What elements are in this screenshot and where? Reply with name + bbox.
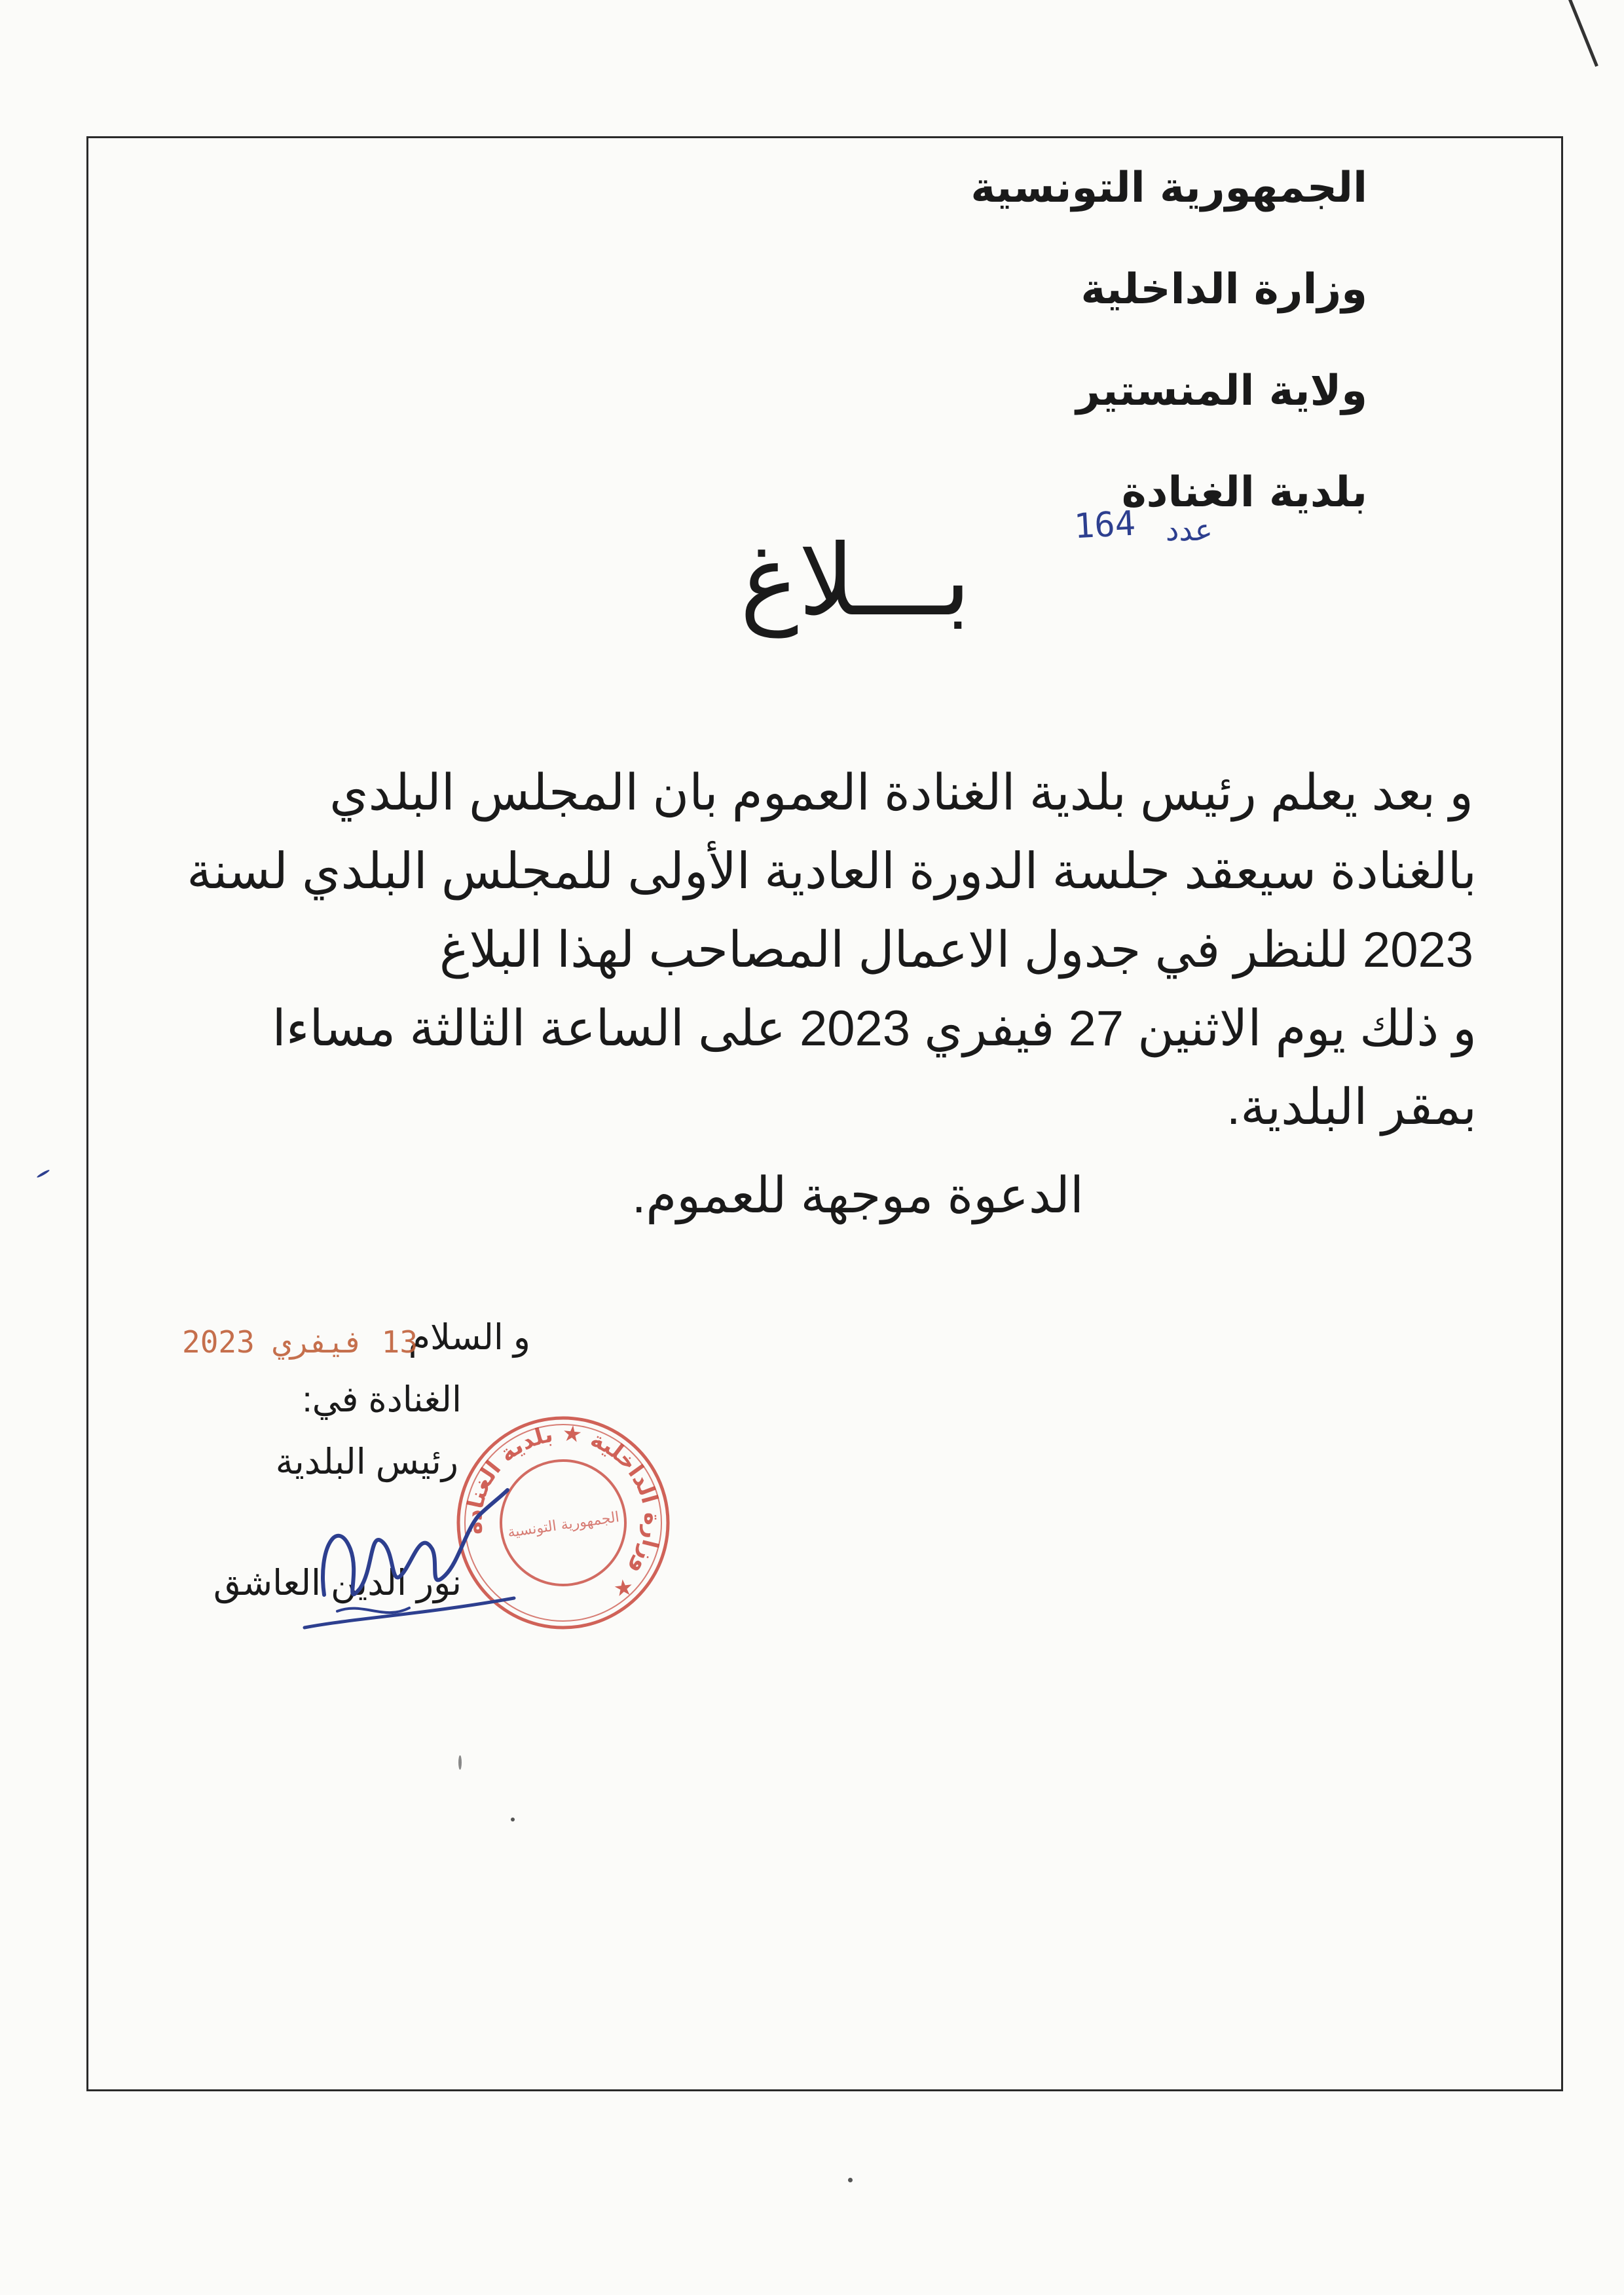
body-line-4: و ذلك يوم الاثنين 27 فيفري 2023 على الساعة الثالثة مساءا <box>272 1001 1477 1056</box>
signatory-name: نور الدين العاشق <box>213 1563 462 1603</box>
invitation-line: الدعوة موجهة للعموم. <box>632 1168 1084 1223</box>
country-heading: الجمهورية التونسية <box>970 164 1367 212</box>
body-line-3: 2023 للنظر في جدول الاعمال المصاحب لهذا البلاغ <box>439 922 1473 978</box>
scan-speck <box>848 2178 853 2182</box>
scan-speck <box>511 1818 515 1821</box>
reference-number: 164 <box>1073 504 1137 547</box>
body-line-5: بمقر البلدية. <box>1227 1079 1477 1135</box>
body-line-1: و بعد يعلم رئيس بلدية الغنادة العموم بان المجلس البلدي <box>329 765 1473 821</box>
notice-title: بـــلاغ <box>740 524 971 638</box>
date-stamp: 13 فيفري 2023 <box>182 1324 418 1360</box>
scan-corner-mark <box>1568 0 1623 67</box>
signatory-role: رئيس البلدية <box>275 1442 458 1482</box>
ministry-heading: وزارة الداخلية <box>1080 265 1367 314</box>
signature <box>298 1470 521 1654</box>
governorate-heading: ولاية المنستير <box>1076 367 1367 415</box>
reference-label: عدد <box>1166 512 1213 548</box>
seal-ring-text: وزارة الداخلية ★ بلدية الغنادة ★ <box>460 1420 666 1605</box>
body-line-2: بالغنادة سيعقد جلسة الدورة العادية الأولى للمجلس البلدي لسنة <box>187 844 1477 899</box>
seal-center-text: الجمهورية التونسية <box>506 1509 621 1541</box>
salutation: و السلام <box>408 1318 530 1357</box>
place-and-date-label: الغنادة في: <box>302 1380 462 1419</box>
municipality-heading: بلدية الغنادة <box>1121 468 1367 517</box>
scan-speck <box>36 1169 50 1178</box>
scan-speck <box>458 1755 462 1770</box>
